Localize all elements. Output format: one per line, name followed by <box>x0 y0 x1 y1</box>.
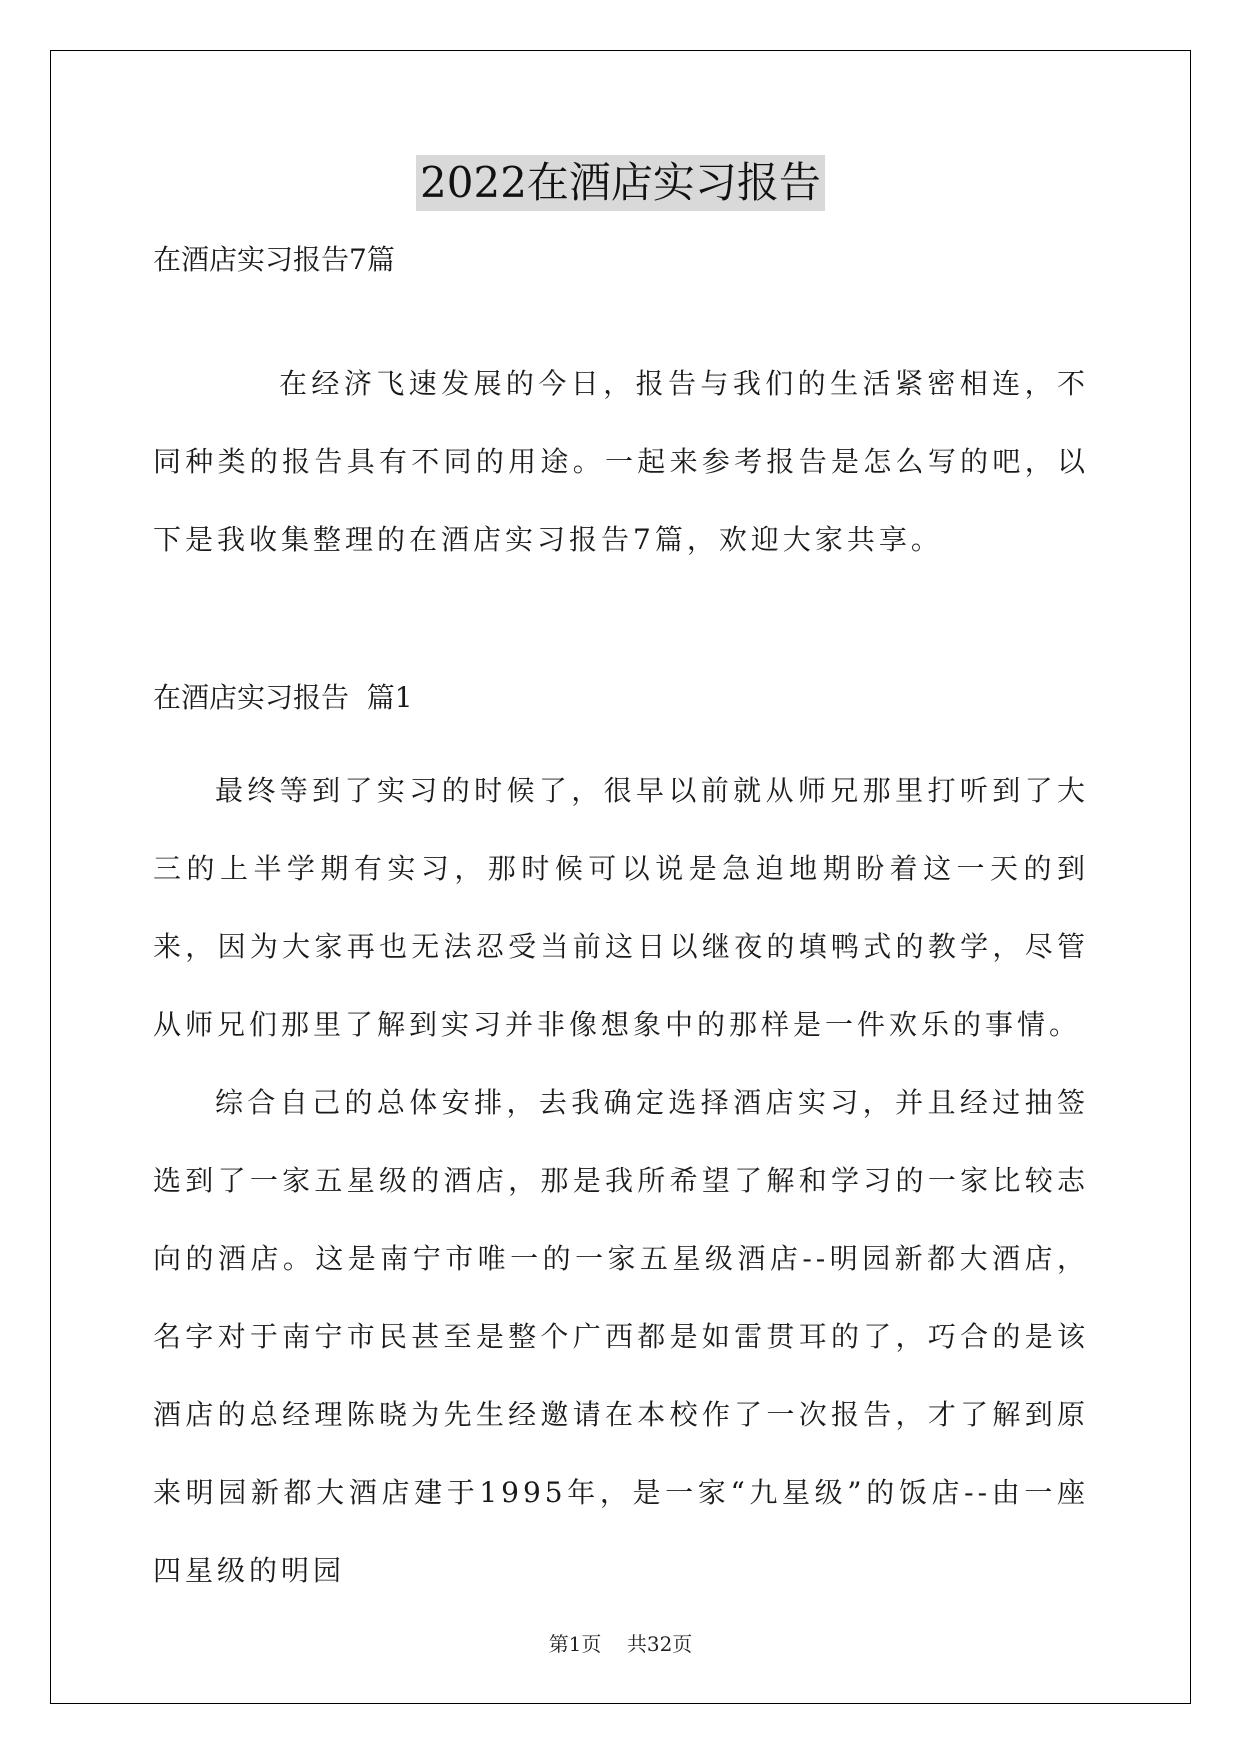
body-paragraph-2: 综合自己的总体安排，去我确定选择酒店实习，并且经过抽签选到了一家五星级的酒店，那是我所希望了解和学习的一家比较志向的酒店。这是南宁市唯一的一家五星级酒店--明园新都大酒店，名字对于南宁市民甚至是整个广西都是如雷贯耳的了，巧合的是该酒店的总经理陈晓为先生经邀请在本校作了一次报告，才了解到原来明园新都大酒店建于1995年，是一家“九星级”的饭店--由一座四星级的明园 <box>153 1086 1089 1587</box>
section-body <box>153 752 1089 1610</box>
document-title: 2022在酒店实习报告 <box>416 155 825 211</box>
section-heading: 在酒店实习报告 篇1 <box>153 681 413 714</box>
page-number-footer: 第1页 共32页 <box>548 1632 693 1656</box>
intro-paragraph: 在经济飞速发展的今日，报告与我们的生活紧密相连，不同种类的报告具有不同的用途。一起来参考报告是怎么写的吧，以下是我收集整理的在酒店实习报告7篇，欢迎大家共享。 <box>153 367 1089 556</box>
title-container <box>0 155 1241 211</box>
document-subtitle: 在酒店实习报告7篇 <box>153 243 395 276</box>
body-paragraph-1: 最终等到了实习的时候了，很早以前就从师兄那里打听到了大三的上半学期有实习，那时候可以说是急迫地期盼着这一天的到来，因为大家再也无法忍受当前这日以继夜的填鸭式的教学，尽管从师兄们那里了解到实习并非像想象中的那样是一件欢乐的事情。 <box>153 774 1089 1041</box>
